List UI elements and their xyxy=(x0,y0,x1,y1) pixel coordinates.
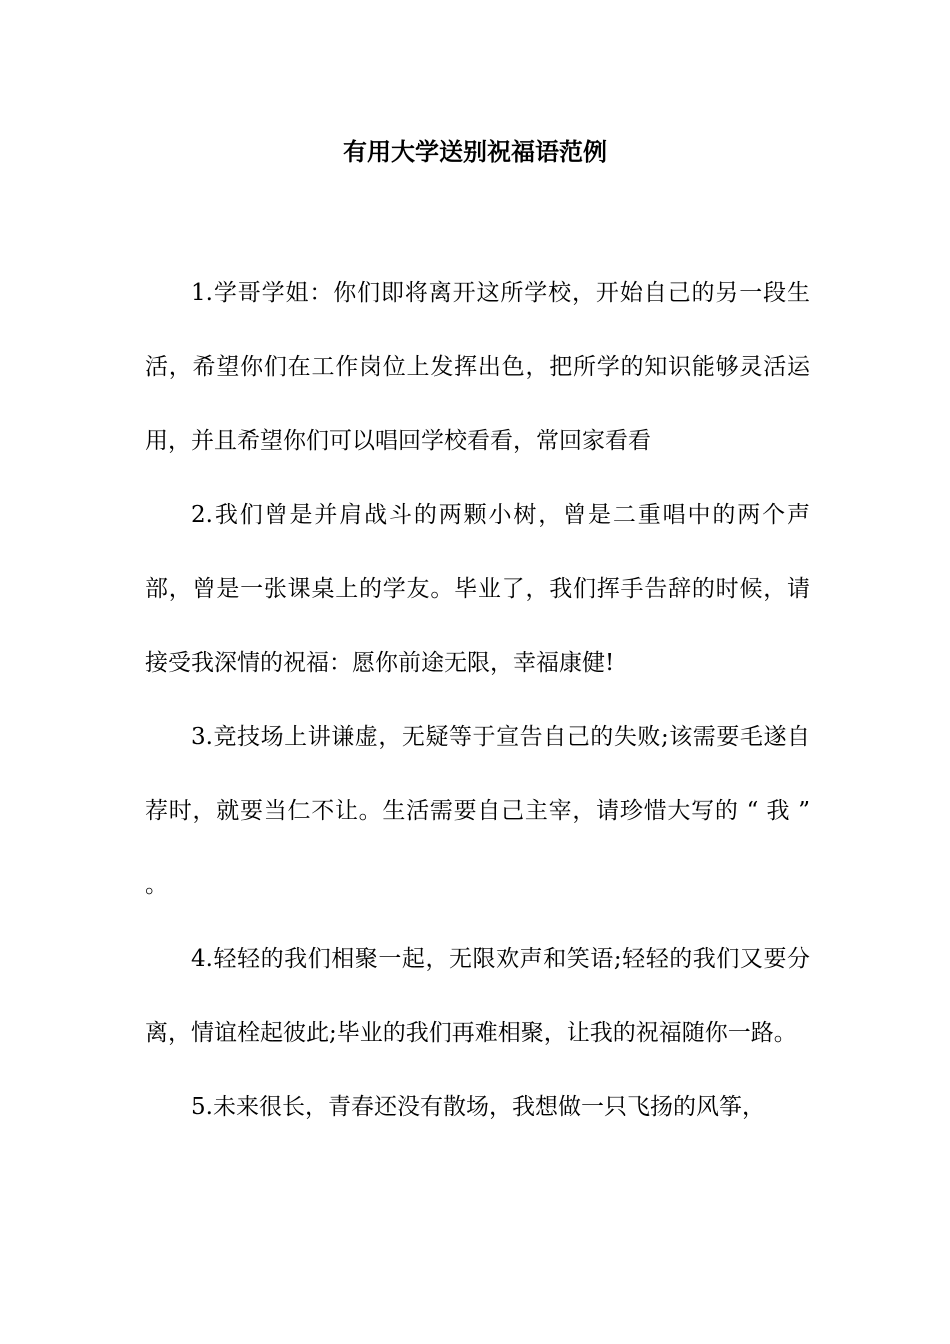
paragraph-3: 3.竞技场上讲谦虚，无疑等于宣告自己的失败;该需要毛遂自荐时，就要当仁不让。生活需要自己主宰，请珍惜大写的 “ 我 ” 。 xyxy=(145,724,810,898)
document-title: 有用大学送别祝福语范例 xyxy=(343,138,607,166)
paragraph-2: 2.我们曾是并肩战斗的两颗小树，曾是二重唱中的两个声部，曾是一张课桌上的学友。毕业了，我们挥手告辞的时候，请接受我深情的祝福：愿你前途无限，幸福康健! xyxy=(145,502,810,676)
paragraph-4: 4.轻轻的我们相聚一起，无限欢声和笑语;轻轻的我们又要分离，情谊栓起彼此;毕业的我们再难相聚，让我的祝福随你一路。 xyxy=(145,946,810,1046)
paragraph-5: 5.未来很长，青春还没有散场，我想做一只飞扬的风筝， xyxy=(191,1094,765,1120)
paragraph-1: 1.学哥学姐：你们即将离开这所学校，开始自己的另一段生活，希望你们在工作岗位上发挥出色，把所学的知识能够灵活运用，并且希望你们可以唱回学校看看，常回家看看 xyxy=(145,280,810,454)
document-body xyxy=(145,256,810,1144)
